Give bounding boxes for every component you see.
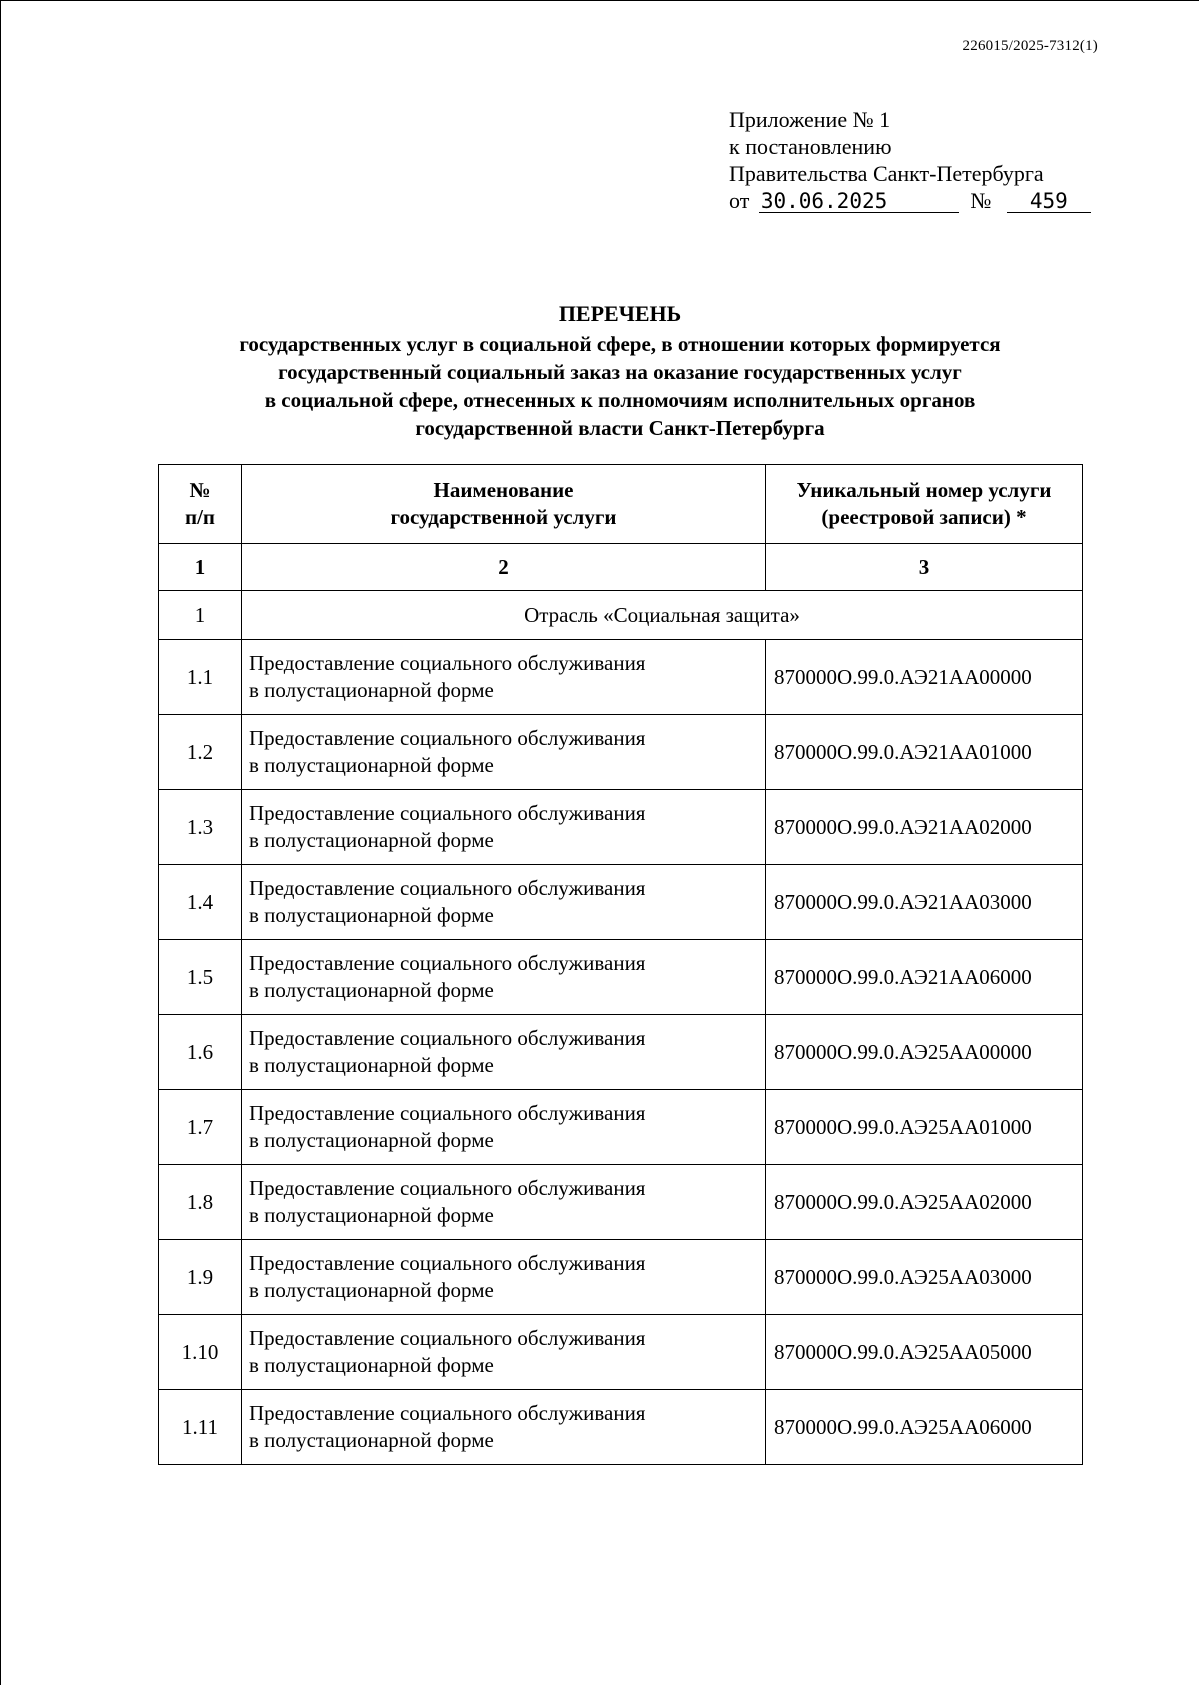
section-num: 1 xyxy=(159,591,242,640)
table-row xyxy=(159,1090,1083,1165)
service-name xyxy=(242,865,766,940)
row-number: 1.6 xyxy=(159,1015,242,1090)
row-number: 1.11 xyxy=(159,1390,242,1465)
header-name-line-1: Наименование xyxy=(433,478,574,502)
table-row xyxy=(159,1015,1083,1090)
service-name xyxy=(242,1165,766,1240)
header-code xyxy=(766,465,1083,544)
header-code-line-2: (реестровой записи) * xyxy=(821,505,1027,529)
service-name xyxy=(242,1015,766,1090)
table-header-row xyxy=(159,465,1083,544)
appendix-line-3: Правительства Санкт-Петербурга xyxy=(729,161,1044,186)
service-name-line-2: в полустационарной форме xyxy=(249,1353,494,1377)
service-name-line-2: в полустационарной форме xyxy=(249,978,494,1002)
column-numbers-row xyxy=(159,544,1083,591)
date-prefix: от xyxy=(729,188,750,213)
service-name-line-1: Предоставление социального обслуживания xyxy=(249,1401,646,1425)
table-row xyxy=(159,1165,1083,1240)
table-row xyxy=(159,715,1083,790)
service-name xyxy=(242,940,766,1015)
table-row xyxy=(159,640,1083,715)
resolution-number: 459 xyxy=(1007,190,1091,213)
title-line-4: государственной власти Санкт-Петербурга xyxy=(415,416,825,440)
column-number-1: 1 xyxy=(159,544,242,591)
appendix-date-line xyxy=(729,187,1091,214)
title-line-2: государственный социальный заказ на оказание государственных услуг xyxy=(278,360,962,384)
service-code: 870000О.99.0.АЭ21АА01000 xyxy=(766,715,1083,790)
resolution-date: 30.06.2025 xyxy=(759,190,959,213)
service-code: 870000О.99.0.АЭ25АА01000 xyxy=(766,1090,1083,1165)
service-code: 870000О.99.0.АЭ25АА03000 xyxy=(766,1240,1083,1315)
service-code: 870000О.99.0.АЭ21АА00000 xyxy=(766,640,1083,715)
header-code-line-1: Уникальный номер услуги xyxy=(796,478,1052,502)
service-name xyxy=(242,1390,766,1465)
header-num-line-1: № xyxy=(189,478,211,502)
row-number: 1.5 xyxy=(159,940,242,1015)
row-number: 1.10 xyxy=(159,1315,242,1390)
service-name xyxy=(242,715,766,790)
service-name-line-2: в полустационарной форме xyxy=(249,903,494,927)
service-name-line-1: Предоставление социального обслуживания xyxy=(249,651,646,675)
title-main: ПЕРЕЧЕНЬ xyxy=(558,301,682,326)
column-number-2: 2 xyxy=(242,544,766,591)
service-name-line-1: Предоставление социального обслуживания xyxy=(249,1251,646,1275)
service-name-line-2: в полустационарной форме xyxy=(249,1428,494,1452)
service-name-line-1: Предоставление социального обслуживания xyxy=(249,801,646,825)
service-code: 870000О.99.0.АЭ25АА02000 xyxy=(766,1165,1083,1240)
appendix-block xyxy=(729,106,1091,214)
document-title xyxy=(160,300,1080,442)
row-number: 1.9 xyxy=(159,1240,242,1315)
service-name-line-1: Предоставление социального обслуживания xyxy=(249,1026,646,1050)
title-line-1: государственных услуг в социальной сфере, в отношении которых формируется xyxy=(239,332,1001,356)
table-row xyxy=(159,865,1083,940)
service-name-line-2: в полустационарной форме xyxy=(249,828,494,852)
row-number: 1.7 xyxy=(159,1090,242,1165)
service-name-line-1: Предоставление социального обслуживания xyxy=(249,1176,646,1200)
table-row xyxy=(159,1390,1083,1465)
service-name-line-1: Предоставление социального обслуживания xyxy=(249,876,646,900)
appendix-line-1: Приложение № 1 xyxy=(729,107,891,132)
services-table xyxy=(158,464,1083,1465)
document-number: 226015/2025-7312(1) xyxy=(962,38,1098,54)
service-name-line-2: в полустационарной форме xyxy=(249,1128,494,1152)
service-name xyxy=(242,1090,766,1165)
service-name-line-1: Предоставление социального обслуживания xyxy=(249,726,646,750)
section-row xyxy=(159,591,1083,640)
row-number: 1.3 xyxy=(159,790,242,865)
service-name xyxy=(242,640,766,715)
service-name-line-1: Предоставление социального обслуживания xyxy=(249,1326,646,1350)
header-num-line-2: п/п xyxy=(184,505,216,529)
row-number: 1.2 xyxy=(159,715,242,790)
number-prefix: № xyxy=(970,188,992,213)
service-name-line-2: в полустационарной форме xyxy=(249,1053,494,1077)
service-code: 870000О.99.0.АЭ25АА05000 xyxy=(766,1315,1083,1390)
table-row xyxy=(159,790,1083,865)
header-name-line-2: государственной услуги xyxy=(390,505,617,529)
service-code: 870000О.99.0.АЭ21АА06000 xyxy=(766,940,1083,1015)
service-name-line-2: в полустационарной форме xyxy=(249,1203,494,1227)
service-code: 870000О.99.0.АЭ21АА02000 xyxy=(766,790,1083,865)
row-number: 1.4 xyxy=(159,865,242,940)
row-number: 1.1 xyxy=(159,640,242,715)
table-row xyxy=(159,940,1083,1015)
table-row xyxy=(159,1315,1083,1390)
service-name xyxy=(242,790,766,865)
table-body xyxy=(159,640,1083,1465)
header-num xyxy=(159,465,242,544)
row-number: 1.8 xyxy=(159,1165,242,1240)
service-code: 870000О.99.0.АЭ25АА00000 xyxy=(766,1015,1083,1090)
column-number-3: 3 xyxy=(766,544,1083,591)
service-name-line-1: Предоставление социального обслуживания xyxy=(249,1101,646,1125)
table-row xyxy=(159,1240,1083,1315)
service-name xyxy=(242,1240,766,1315)
title-line-3: в социальной сфере, отнесенных к полномочиям исполнительных органов xyxy=(264,388,976,412)
service-name-line-1: Предоставление социального обслуживания xyxy=(249,951,646,975)
service-name-line-2: в полустационарной форме xyxy=(249,753,494,777)
service-name-line-2: в полустационарной форме xyxy=(249,1278,494,1302)
service-code: 870000О.99.0.АЭ25АА06000 xyxy=(766,1390,1083,1465)
service-code: 870000О.99.0.АЭ21АА03000 xyxy=(766,865,1083,940)
service-name-line-2: в полустационарной форме xyxy=(249,678,494,702)
section-title: Отрасль «Социальная защита» xyxy=(242,591,1083,640)
header-name xyxy=(242,465,766,544)
service-name xyxy=(242,1315,766,1390)
appendix-line-2: к постановлению xyxy=(729,134,892,159)
